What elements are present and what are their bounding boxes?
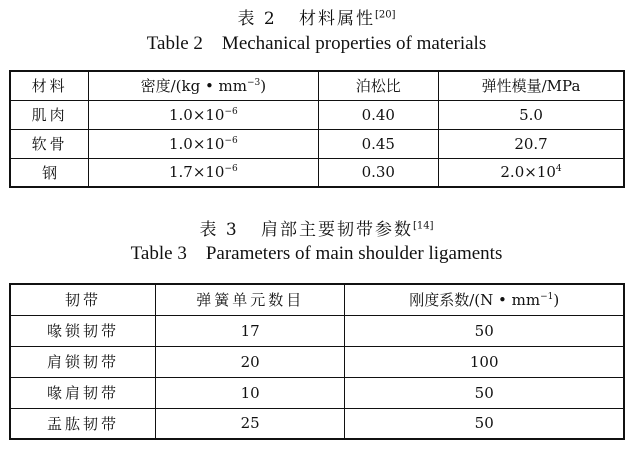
cell-poisson: 0.30 [318,158,439,187]
table-row [10,346,624,377]
cell-springs: 17 [155,315,344,346]
table3-caption-en [0,243,633,265]
table-row [10,158,624,187]
cell-poisson: 0.40 [318,100,439,129]
cell-ligament: 喙锁韧带 [10,315,155,346]
modulus-base: 20.7 [514,134,548,153]
header-material: 材料 [10,71,89,100]
modulus-base: 5.0 [519,105,543,124]
table3-title-en: Table 3 Parameters of main shoulder ligaments [130,243,503,264]
cell-poisson: 0.45 [318,129,439,158]
cell-modulus [439,100,624,129]
cell-springs: 10 [155,377,344,408]
header-stiffness-exp: −1 [540,292,554,303]
density-exp: −6 [224,135,238,146]
cell-modulus [439,129,624,158]
density-base: 1.0×10 [168,134,225,153]
table3-reference: [14] [412,220,434,232]
header-density-close: ) [260,77,267,96]
cell-ligament: 喙肩韧带 [10,377,155,408]
table-row [10,315,624,346]
header-stiffness [345,284,624,315]
cell-material: 肌肉 [10,100,89,129]
header-stiffness-label: 刚度系数/(N • mm [409,291,541,310]
ligament-parameters-table [9,283,625,440]
header-springs: 弹簧单元数目 [155,284,344,315]
table2-caption-en [0,33,633,55]
cell-density [89,100,318,129]
table2-caption-zh [0,4,633,29]
table-row [10,100,624,129]
header-modulus: 弹性模量/MPa [439,71,624,100]
table2-reference: [20] [374,9,396,21]
header-density-exp: −3 [247,78,261,89]
table3-label: 表 3 [199,220,239,240]
table3-caption-zh [0,215,633,240]
density-base: 1.0×10 [168,105,225,124]
table3-title-zh: 肩部主要韧带参数 [260,220,413,240]
header-stiffness-close: ) [553,291,560,310]
table2-header-row [10,71,624,100]
cell-stiffness: 50 [345,377,624,408]
cell-material: 钢 [10,158,89,187]
cell-density [89,129,318,158]
cell-stiffness: 100 [345,346,624,377]
header-ligament: 韧带 [10,284,155,315]
table-row [10,377,624,408]
density-exp: −6 [224,164,238,175]
density-exp: −6 [224,106,238,117]
mechanical-properties-table [9,70,625,188]
density-base: 1.7×10 [168,163,225,182]
cell-springs: 20 [155,346,344,377]
table-row [10,408,624,439]
table-row [10,129,624,158]
header-density-label: 密度/(kg • mm [140,77,248,96]
table3-header-row [10,284,624,315]
cell-ligament: 盂肱韧带 [10,408,155,439]
cell-material: 软骨 [10,129,89,158]
cell-modulus [439,158,624,187]
header-poisson: 泊松比 [318,71,439,100]
cell-density [89,158,318,187]
cell-stiffness: 50 [345,408,624,439]
cell-springs: 25 [155,408,344,439]
modulus-base: 2.0×10 [500,163,556,182]
table2-title-zh: 材料属性 [298,9,375,29]
cell-stiffness: 50 [345,315,624,346]
cell-ligament: 肩锁韧带 [10,346,155,377]
table2-title-en: Table 2 Mechanical properties of materials [146,33,487,54]
header-density [89,71,318,100]
table2-label: 表 2 [237,9,277,29]
modulus-exp: 4 [555,164,562,175]
